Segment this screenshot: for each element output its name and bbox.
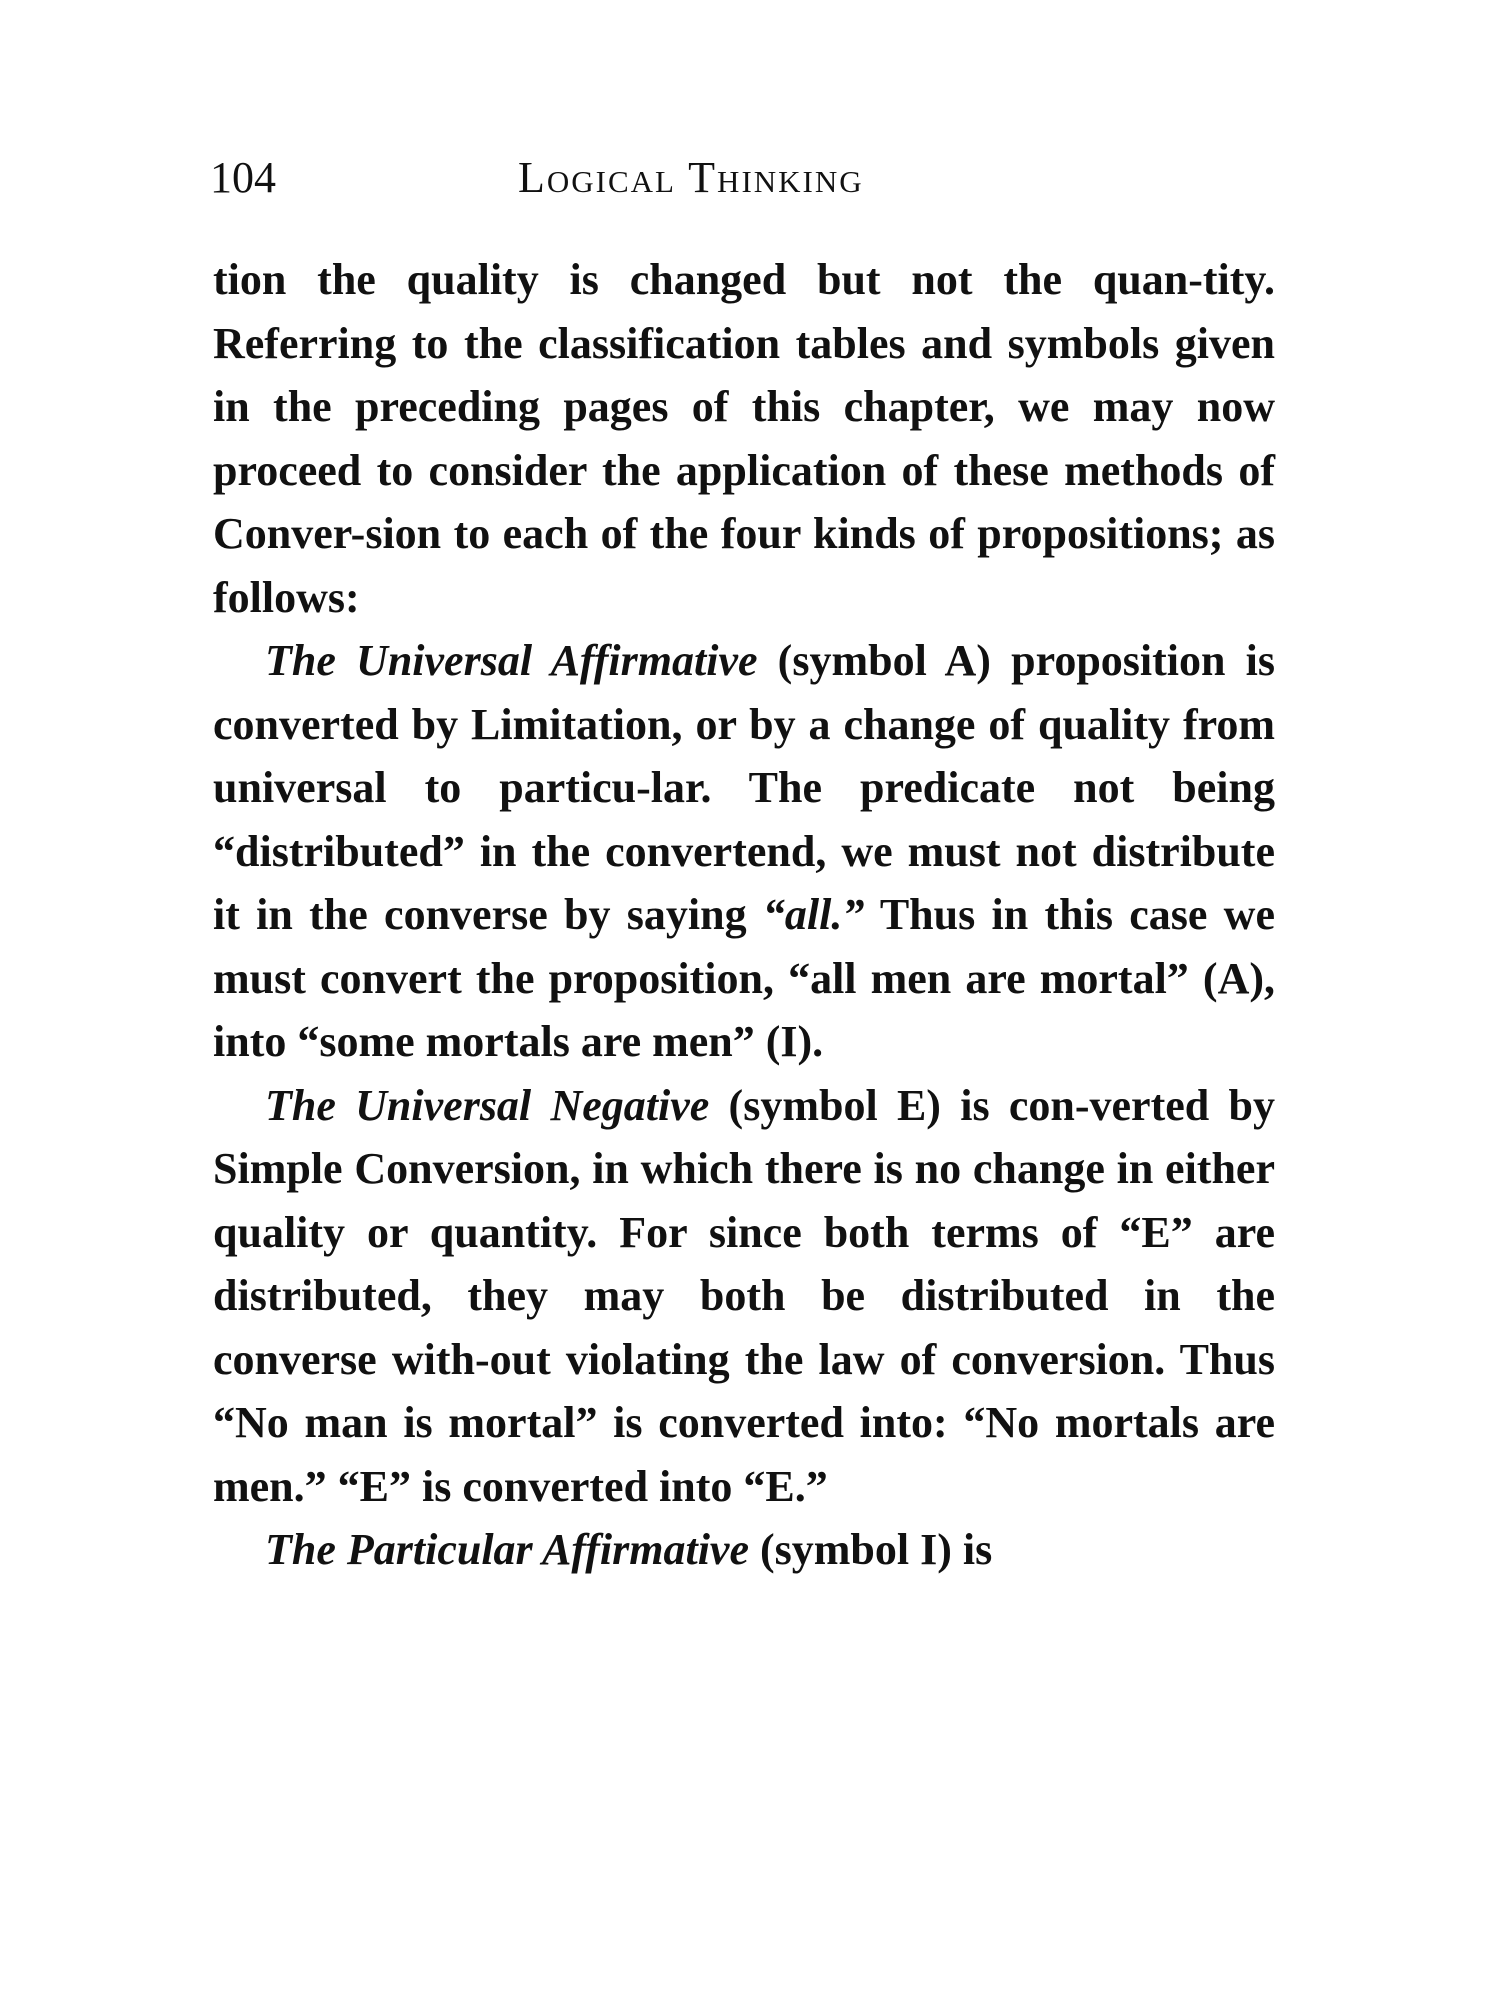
paragraph-4	[213, 1518, 1275, 1582]
emphasis-all: “all.”	[762, 890, 865, 939]
running-title: Logical Thinking	[518, 153, 864, 202]
paragraph-1	[213, 248, 1275, 629]
paragraph-3-text: (symbol E) is con-verted by Simple Conversion, in which there is no change in either quality or quantity. For since both terms of “E” are distributed, they may both be distributed in the converse with-out violating the law of conversion. Thus “No man is mortal” is converted into: “No mortals are men.” “E” is converted into “E.”	[213, 1080, 1275, 1511]
term-particular-affirmative: The Particular Affirmative	[265, 1525, 749, 1574]
paragraph-4-text: (symbol I) is	[748, 1525, 993, 1574]
paragraph-3	[213, 1074, 1275, 1519]
page-number: 104	[210, 153, 276, 202]
paragraph-2-text-after: Thus in this case we must convert the proposition, “all men are mortal” (A), into “some mortals are men” (I).	[213, 890, 1275, 1066]
body-text	[213, 248, 1275, 1582]
term-universal-affirmative: The Universal Affirmative	[265, 636, 758, 685]
paragraph-1-text: tion the quality is changed but not the quan-tity. Referring to the classification tables and symbols given in the preceding pages of this chapter, we may now proceed to consider the application of these methods of Conver-sion to each of the four kinds of propositions; as follows:	[213, 255, 1275, 622]
term-universal-negative: The Universal Negative	[265, 1080, 710, 1130]
running-head	[210, 148, 1290, 208]
paragraph-2	[213, 629, 1275, 1074]
paragraph-2-text: (symbol A) proposition is converted by Limitation, or by a change of quality from universal to particu-lar. The predicate not being “distributed” in the convertend, we must not distribute it in the converse by saying	[213, 636, 1276, 939]
